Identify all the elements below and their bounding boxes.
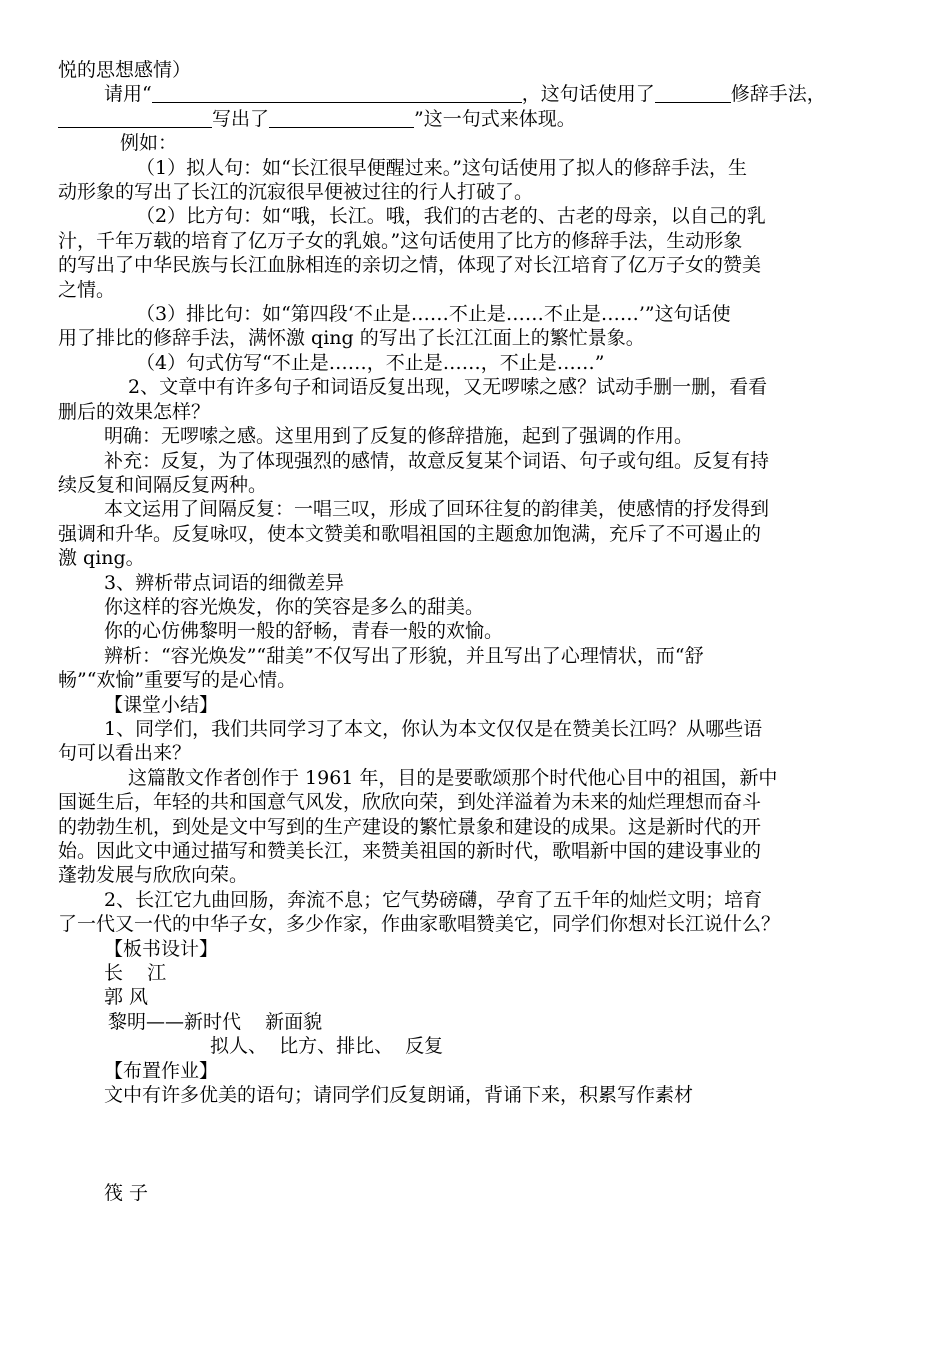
text-line: （3）排比句：如“第四段‘不止是……不止是……不止是……’”这句话使 — [136, 303, 731, 326]
text-fragment: 写出了 — [212, 107, 270, 130]
fill-blank — [655, 84, 731, 103]
text-line: 用了排比的修辞手法，满怀激 qing 的写出了长江江面上的繁忙景象。 — [58, 327, 645, 350]
text-line: 悦的思想感情） — [58, 59, 192, 81]
text-line: 之情。 — [58, 278, 116, 301]
text-line: 蓬勃发展与欣欣向荣。 — [58, 864, 249, 887]
text-line: 辨析：“容光焕发”“甜美”不仅写出了形貌，并且写出了心理情状，而“舒 — [104, 644, 704, 667]
text-line: 汁，千年万载的培育了亿万子女的乳娘。”这句话使用了比方的修辞手法，生动形象 — [58, 229, 743, 252]
text-line: 例如： — [120, 132, 178, 155]
board-line: 黎明——新时代 新面貌 — [108, 1010, 323, 1033]
text-line: 句可以看出来？ — [58, 742, 192, 765]
text-fragment: ”这一句式来体现。 — [414, 107, 576, 130]
text-line: 1、同学们，我们共同学习了本文，你认为本文仅仅是在赞美长江吗？从哪些语 — [104, 717, 763, 740]
text-line: 激 qing。 — [58, 547, 145, 570]
section-heading: 【布置作业】 — [104, 1059, 219, 1082]
text-line: 了一代又一代的中华子女，多少作家，作曲家歌唱赞美它，同学们你想对长江说什么？ — [58, 913, 781, 936]
fill-blank — [269, 109, 414, 128]
text-line: 文中有许多优美的语句；请同学们反复朗诵，背诵下来，积累写作素材 — [104, 1084, 694, 1107]
next-lesson-title: 筏 子 — [104, 1181, 149, 1204]
text-line: 国诞生后，年轻的共和国意气风发，欣欣向荣，到处洋溢着为未来的灿烂理想而奋斗 — [58, 791, 762, 814]
text-line: 2、文章中有许多句子和词语反复出现，又无啰嗦之感？试动手删一删，看看 — [128, 376, 768, 399]
section-heading: 3、辨析带点词语的细微差异 — [104, 571, 345, 594]
section-heading: 【课堂小结】 — [104, 693, 219, 716]
text-line: 这篇散文作者创作于 1961 年，目的是要歌颂那个时代他心目中的祖国，新中 — [128, 766, 778, 789]
text-line: 动形象的写出了长江的沉寂很早便被过往的行人打破了。 — [58, 181, 534, 204]
text-line: 畅”“欢愉”重要写的是心情。 — [58, 669, 297, 692]
board-line: 拟人、 比方、排比、 反复 — [210, 1035, 444, 1058]
text-line: （2）比方句：如“哦，长江。哦，我们的古老的、古老的母亲，以自己的乳 — [136, 205, 766, 228]
text-line: 你的心仿佛黎明一般的舒畅，青春一般的欢愉。 — [104, 620, 504, 643]
text-fragment: 请用“ — [104, 83, 152, 106]
text-line: 的写出了中华民族与长江血脉相连的亲切之情，体现了对长江培育了亿万子女的赞美 — [58, 254, 762, 277]
text-line: 本文运用了间隔反复：一唱三叹，形成了回环往复的韵律美，使感情的抒发得到 — [104, 498, 770, 521]
document-page — [58, 58, 894, 1205]
board-author: 郭 风 — [104, 986, 149, 1009]
text-line: 删后的效果怎样？ — [58, 400, 211, 423]
text-line: 强调和升华。反复咏叹，使本文赞美和歌唱祖国的主题愈加饱满，充斥了不可遏止的 — [58, 522, 762, 545]
text-line: 续反复和间隔反复两种。 — [58, 473, 268, 496]
text-line: 2、长江它九曲回肠，奔流不息；它气势磅礴，孕育了五千年的灿烂文明；培育 — [104, 888, 763, 911]
fill-in-sentence — [58, 82, 894, 106]
text-line: 的勃勃生机，到处是文中写到的生产建设的繁忙景象和建设的成果。这是新时代的开 — [58, 815, 762, 838]
text-line: （1）拟人句：如“长江很早便醒过来。”这句话使用了拟人的修辞手法，生 — [136, 156, 748, 179]
fill-blank — [152, 84, 522, 103]
fill-in-sentence — [58, 107, 894, 131]
text-line: 明确：无啰嗦之感。这里用到了反复的修辞措施，起到了强调的作用。 — [104, 425, 694, 448]
text-line: 始。因此文中通过描写和赞美长江，来赞美祖国的新时代，歌唱新中国的建设事业的 — [58, 840, 762, 862]
text-fragment: ，这句话使用了 — [521, 83, 655, 106]
text-fragment: 修辞手法， — [730, 83, 826, 106]
section-heading: 【板书设计】 — [104, 937, 219, 960]
text-line: 你这样的容光焕发，你的笑容是多么的甜美。 — [104, 595, 485, 618]
fill-blank — [58, 109, 212, 128]
text-line: 补充：反复，为了体现强烈的感情，故意反复某个词语、句子或句组。反复有持 — [104, 449, 770, 472]
text-line: （4）句式仿写“不止是……，不止是……，不止是……” — [136, 351, 605, 374]
board-title: 长 江 — [104, 962, 167, 985]
